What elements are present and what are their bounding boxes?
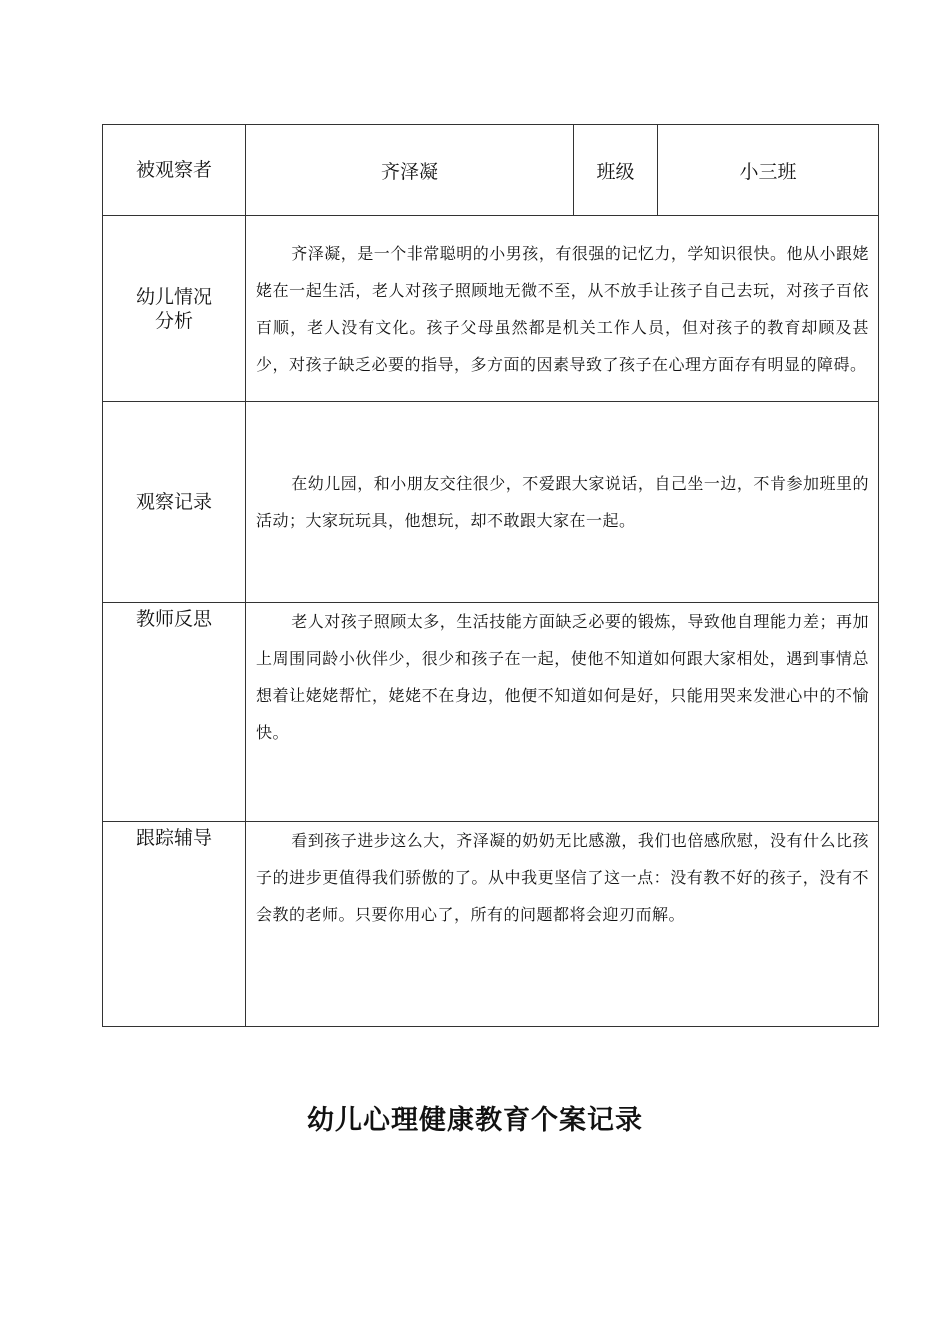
followup-label: 跟踪辅导 [103,822,246,1027]
class-label: 班级 [574,125,658,216]
analysis-label-text: 幼儿情况分析 [135,285,212,332]
header-row [103,125,879,216]
observation-text: 在幼儿园，和小朋友交往很少，不爱跟大家说话，自己坐一边，不肯参加班里的活动；大家玩玩具，他想玩，却不敢跟大家在一起。 [246,402,879,603]
analysis-row [103,216,879,402]
subject-name: 齐泽凝 [246,125,574,216]
reflection-row [103,603,879,822]
subject-label: 被观察者 [103,125,246,216]
analysis-label [103,216,246,402]
observation-label: 观察记录 [103,402,246,603]
followup-text: 看到孩子进步这么大，齐泽凝的奶奶无比感激，我们也倍感欣慰，没有什么比孩子的进步更值得我们骄傲的了。从中我更坚信了这一点：没有教不好的孩子，没有不会教的老师。只要你用心了，所有的问题都将会迎刃而解。 [246,822,879,1027]
observation-row [103,402,879,603]
analysis-text: 齐泽凝，是一个非常聪明的小男孩，有很强的记忆力，学知识很快。他从小跟姥姥在一起生活，老人对孩子照顾地无微不至，从不放手让孩子自己去玩，对孩子百依百顺，老人没有文化。孩子父母虽然都是机关工作人员，但对孩子的教育却顾及甚少，对孩子缺乏必要的指导，多方面的因素导致了孩子在心理方面存有明显的障碍。 [246,216,879,402]
reflection-label: 教师反思 [103,603,246,822]
reflection-text: 老人对孩子照顾太多，生活技能方面缺乏必要的锻炼，导致他自理能力差；再加上周围同龄小伙伴少，很少和孩子在一起，使他不知道如何跟大家相处，遇到事情总想着让姥姥帮忙，姥姥不在身边，他便不知道如何是好，只能用哭来发泄心中的不愉快。 [246,603,879,822]
class-name: 小三班 [658,125,879,216]
document-title: 幼儿心理健康教育个案记录 [307,1105,643,1136]
followup-row [103,822,879,1027]
case-record-table [102,124,879,1027]
